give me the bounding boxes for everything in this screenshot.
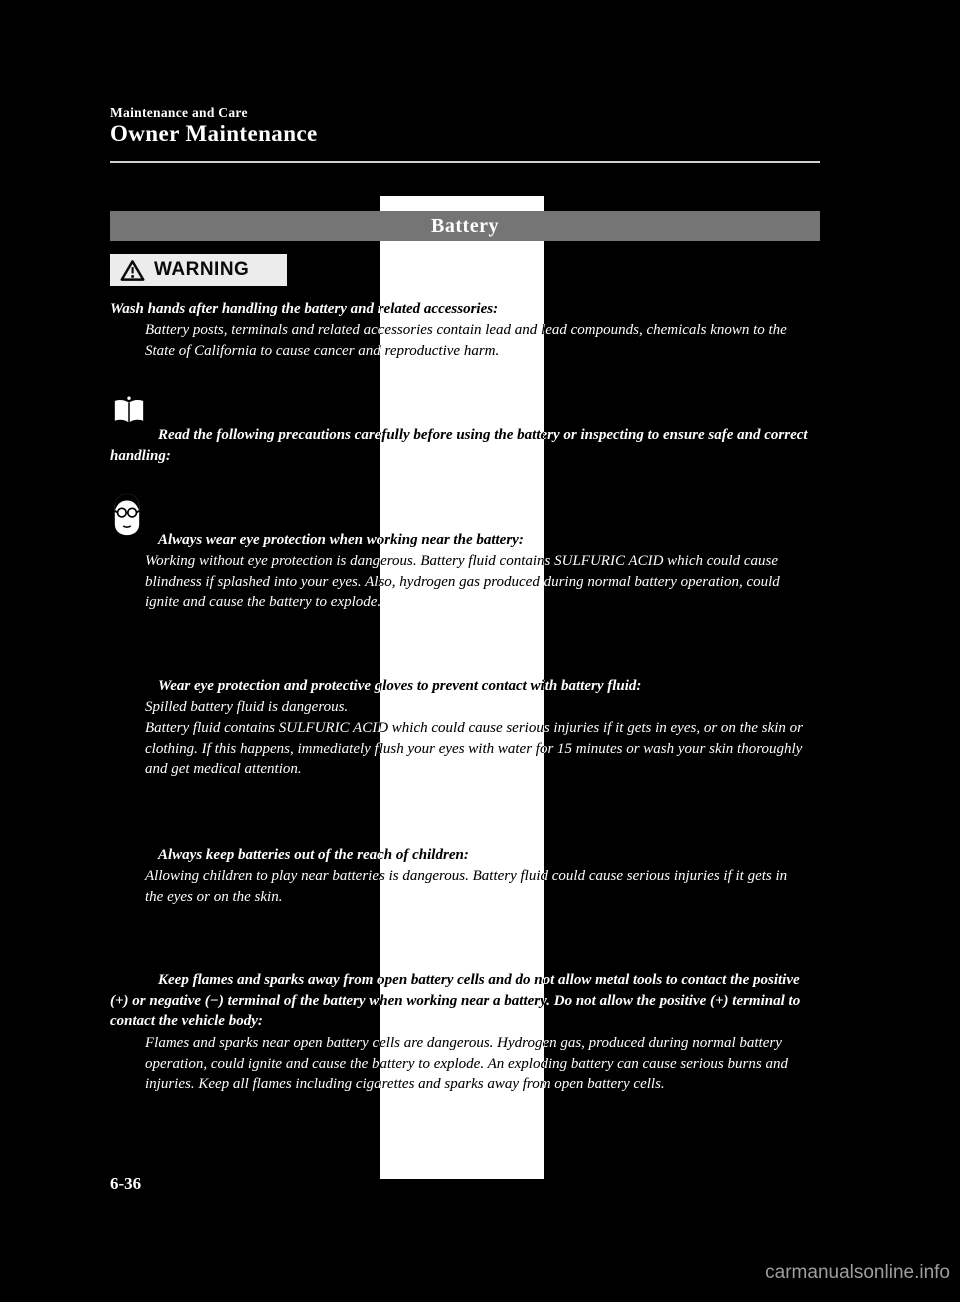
warning-badge bbox=[110, 254, 287, 286]
chapter-eyebrow: Maintenance and Care bbox=[110, 105, 248, 120]
flames-body: Flames and sparks near open battery cells are dangerous. Hydrogen gas, produced during normal battery operation, could ignite and cause the battery to explode. An exploding battery can cause serious burns and injuries. Keep all flames including cigarettes and sparks away from open battery cells. bbox=[145, 1035, 788, 1092]
eye-protection-body: Working without eye protection is dangerous. Battery fluid contains SULFURIC ACID which could cause blindness if splashed into your eyes. Also, hydrogen gas produced during normal battery operation, could ignite and cause the battery to explode. bbox=[145, 553, 780, 610]
open-book-info-icon bbox=[112, 396, 146, 425]
eye-protection-lead: Always wear eye protection when working near the battery: bbox=[158, 532, 524, 548]
read-precautions-lead: Read the following precautions carefully before using the battery or inspecting to ensure safe and correct handling: bbox=[110, 427, 808, 464]
children-lead: Always keep batteries out of the reach of children: bbox=[158, 847, 469, 863]
flames-lead: Keep flames and sparks away from open battery cells and do not allow metal tools to contact the positive (+) or negative (−) terminal of the battery when working near a battery. Do not allow the positive (+) terminal to contact the vehicle body: bbox=[110, 972, 801, 1029]
warning-triangle-icon bbox=[120, 259, 145, 282]
wash-hands-body: Battery posts, terminals and related accessories contain lead and lead compounds, chemicals known to the State of California to cause cancer and reproductive harm. bbox=[145, 322, 787, 359]
page-number: 6-36 bbox=[110, 1174, 142, 1193]
warning-label: WARNING bbox=[154, 259, 250, 280]
gloves-lead: Wear eye protection and protective gloves to prevent contact with battery fluid: bbox=[158, 678, 642, 694]
wash-hands-lead: Wash hands after handling the battery and related accessories: bbox=[110, 301, 499, 317]
header-divider bbox=[110, 161, 820, 163]
children-body: Allowing children to play near batteries is dangerous. Battery fluid could cause serious injuries if it gets in the eyes or on the skin. bbox=[145, 868, 788, 905]
gloves-body-2: Battery fluid contains SULFURIC ACID which could cause serious injuries if it gets in eyes, or on the skin or clothing. If this happens, immediately flush your eyes with water for 15 minutes or wash your skin thoroughly and get medical attention. bbox=[145, 720, 803, 777]
section-title-bar bbox=[110, 211, 820, 241]
gloves-body-1: Spilled battery fluid is dangerous. bbox=[145, 699, 349, 715]
page-title: Owner Maintenance bbox=[110, 121, 318, 146]
section-title: Battery bbox=[431, 215, 499, 237]
watermark: carmanualsonline.info bbox=[765, 1262, 950, 1283]
